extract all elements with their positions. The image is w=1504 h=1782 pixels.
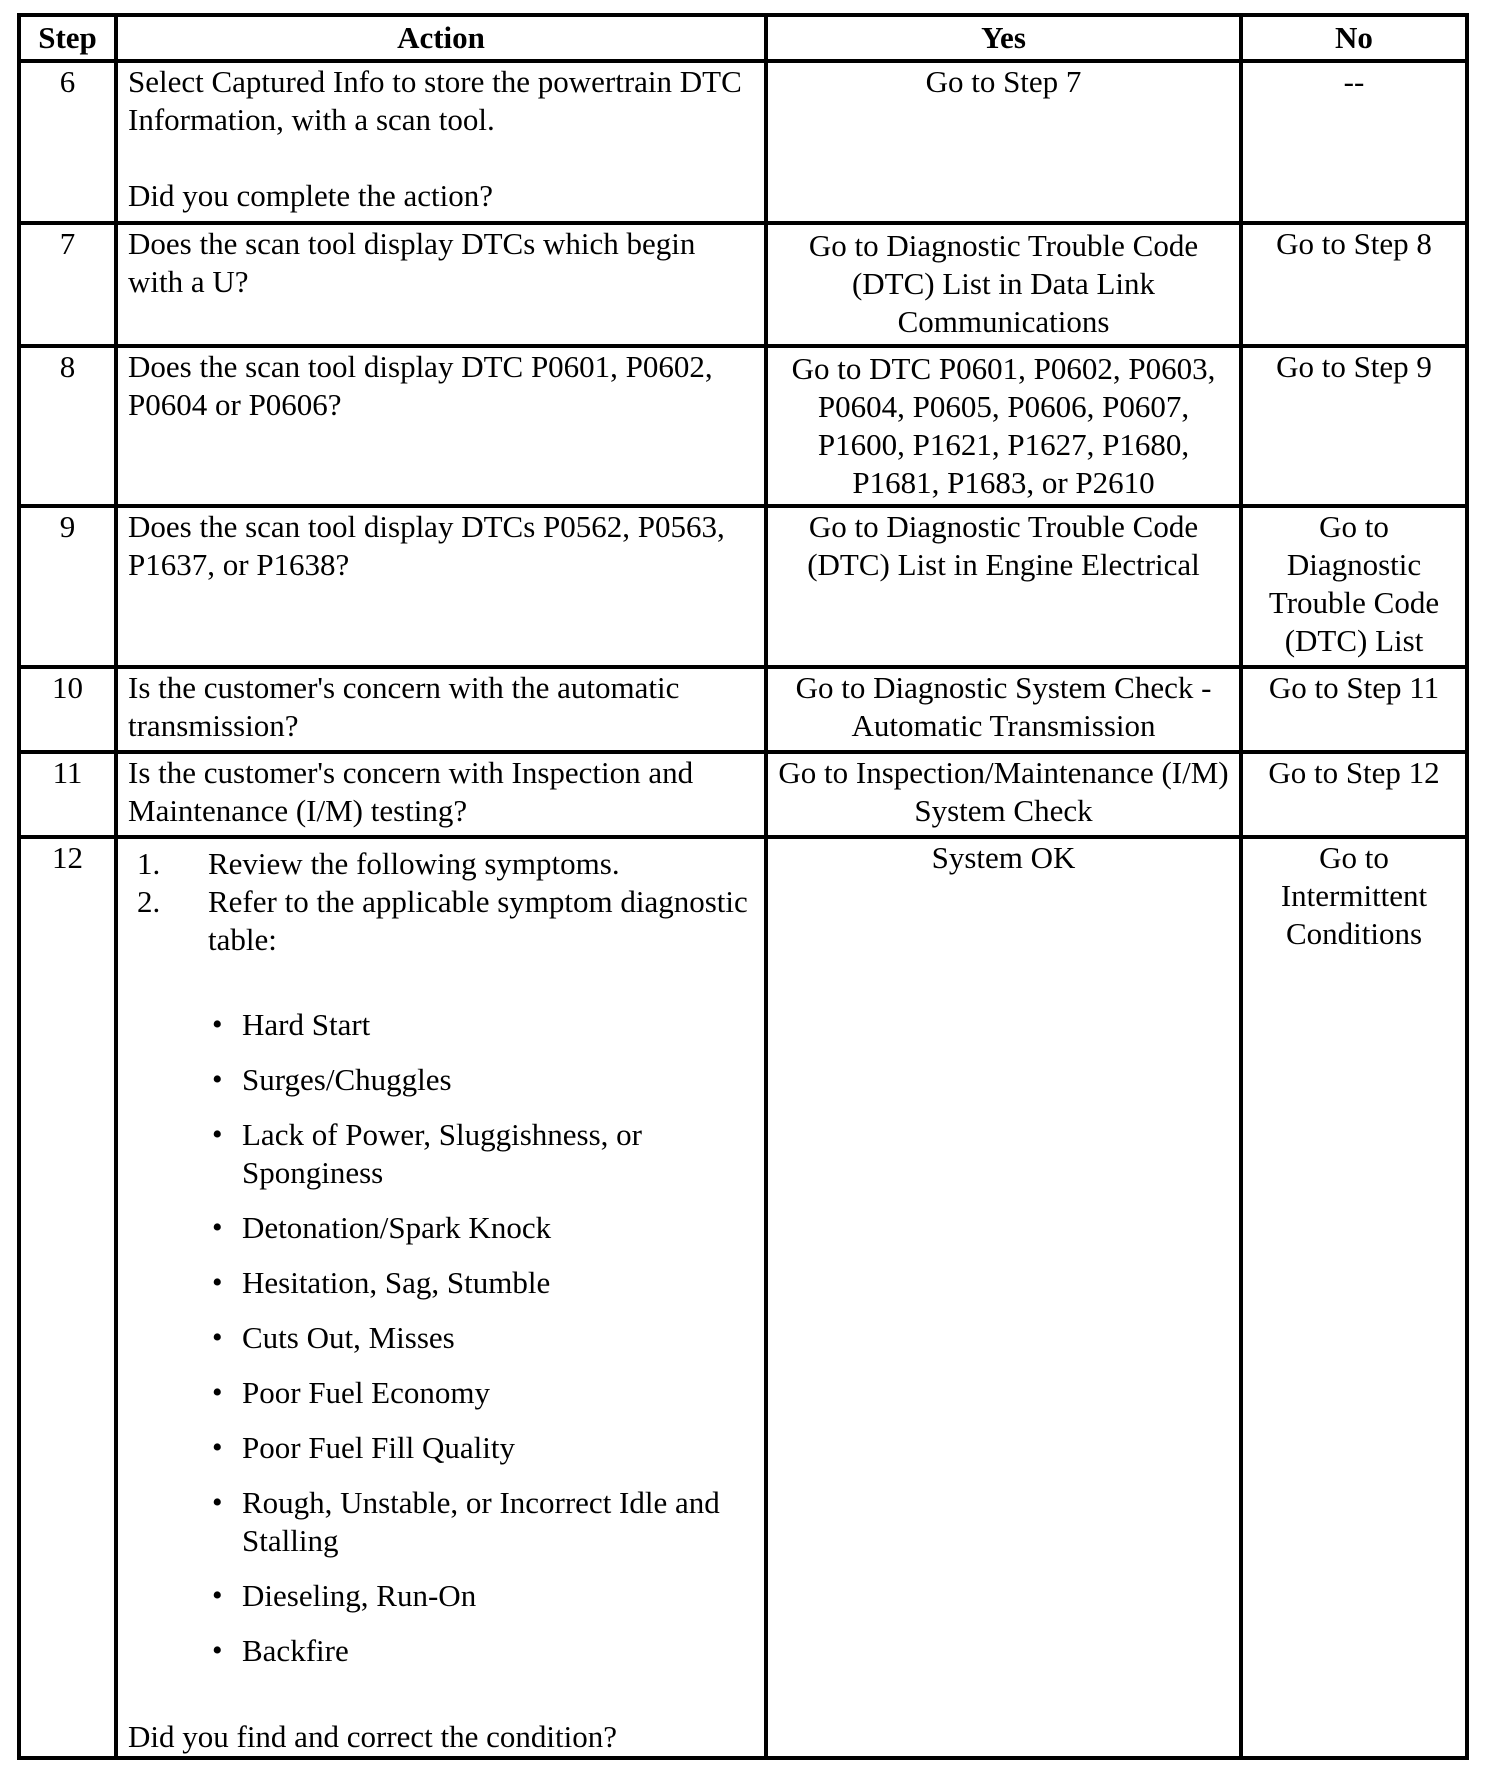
header-no: No (1241, 15, 1467, 61)
action-cell (116, 752, 766, 837)
yes-result: Go to Inspection/Maintenance (I/M) System Check (766, 752, 1241, 837)
symptom-item: • Detonation/Spark Knock (242, 1209, 754, 1247)
symptom-item: • Cuts Out, Misses (242, 1319, 754, 1357)
action-cell (116, 506, 766, 667)
action-question: Did you complete the action? (128, 178, 493, 213)
header-yes: Yes (766, 15, 1241, 61)
symptom-item: • Dieseling, Run-On (242, 1577, 754, 1615)
step-number: 10 (19, 667, 116, 752)
yes-result: Go to Diagnostic Trouble Code (DTC) List in Engine Electrical (766, 506, 1241, 667)
no-result: Go to Diagnostic Trouble Code (DTC) List (1241, 506, 1467, 667)
table-row-step-6 (19, 61, 1467, 223)
symptom-item: • Poor Fuel Economy (242, 1374, 754, 1412)
list-item: 1. Review the following symptoms. (168, 845, 754, 883)
table-row-step-7 (19, 223, 1467, 346)
header-row (19, 15, 1467, 61)
yes-result: System OK (766, 837, 1241, 1758)
symptom-item: • Backfire (242, 1632, 754, 1670)
yes-result: Go to Diagnostic Trouble Code (DTC) List in Data Link Communications (766, 223, 1241, 346)
step-number: 7 (19, 223, 116, 346)
action-cell (116, 667, 766, 752)
step-number: 8 (19, 346, 116, 506)
symptom-item: • Hard Start (242, 1006, 754, 1044)
symptom-item: • Poor Fuel Fill Quality (242, 1429, 754, 1467)
action-cell (116, 61, 766, 223)
table-row-step-11 (19, 752, 1467, 837)
action-question: Is the customer's concern with the automatic transmission? (128, 670, 680, 743)
no-result: Go to Step 8 (1241, 223, 1467, 346)
symptom-item: • Rough, Unstable, or Incorrect Idle and Stalling (242, 1484, 754, 1560)
table-row-step-10 (19, 667, 1467, 752)
step-number: 11 (19, 752, 116, 837)
step-number: 6 (19, 61, 116, 223)
no-result: Go to Step 9 (1241, 346, 1467, 506)
action-question: Does the scan tool display DTCs which begin with a U? (128, 226, 696, 299)
table-row-step-12 (19, 837, 1467, 1758)
symptom-item: • Surges/Chuggles (242, 1061, 754, 1099)
yes-result: Go to Diagnostic System Check - Automatic Transmission (766, 667, 1241, 752)
yes-result: Go to Step 7 (766, 61, 1241, 223)
diagnostic-table (17, 13, 1469, 1760)
diagnostic-table-container (17, 13, 1465, 1760)
step-number: 9 (19, 506, 116, 667)
no-result: Go to Intermittent Conditions (1241, 837, 1467, 1758)
symptom-item: • Hesitation, Sag, Stumble (242, 1264, 754, 1302)
no-result: -- (1241, 61, 1467, 223)
numbered-instructions (128, 845, 754, 959)
no-result: Go to Step 12 (1241, 752, 1467, 837)
action-question: Does the scan tool display DTCs P0562, P0563, P1637, or P1638? (128, 509, 725, 582)
action-cell (116, 346, 766, 506)
action-cell (116, 837, 766, 1758)
header-step: Step (19, 15, 116, 61)
symptom-item: • Lack of Power, Sluggishness, or Sponginess (242, 1116, 754, 1192)
list-item: 2. Refer to the applicable symptom diagnostic table: (168, 883, 754, 959)
table-row-step-9 (19, 506, 1467, 667)
yes-result: Go to DTC P0601, P0602, P0603, P0604, P0605, P0606, P0607, P1600, P1621, P1627, P1680, P1681, P1683, or P2610 (766, 346, 1241, 506)
action-question: Does the scan tool display DTC P0601, P0602, P0604 or P0606? (128, 349, 713, 422)
step-number: 12 (19, 837, 116, 1758)
action-question: Is the customer's concern with Inspection and Maintenance (I/M) testing? (128, 755, 694, 828)
table-row-step-8 (19, 346, 1467, 506)
action-cell (116, 223, 766, 346)
symptom-list (128, 1006, 754, 1670)
action-text: Select Captured Info to store the powertrain DTC Information, with a scan tool. (128, 64, 742, 137)
no-result: Go to Step 11 (1241, 667, 1467, 752)
action-question: Did you find and correct the condition? (128, 1719, 617, 1754)
header-action: Action (116, 15, 766, 61)
